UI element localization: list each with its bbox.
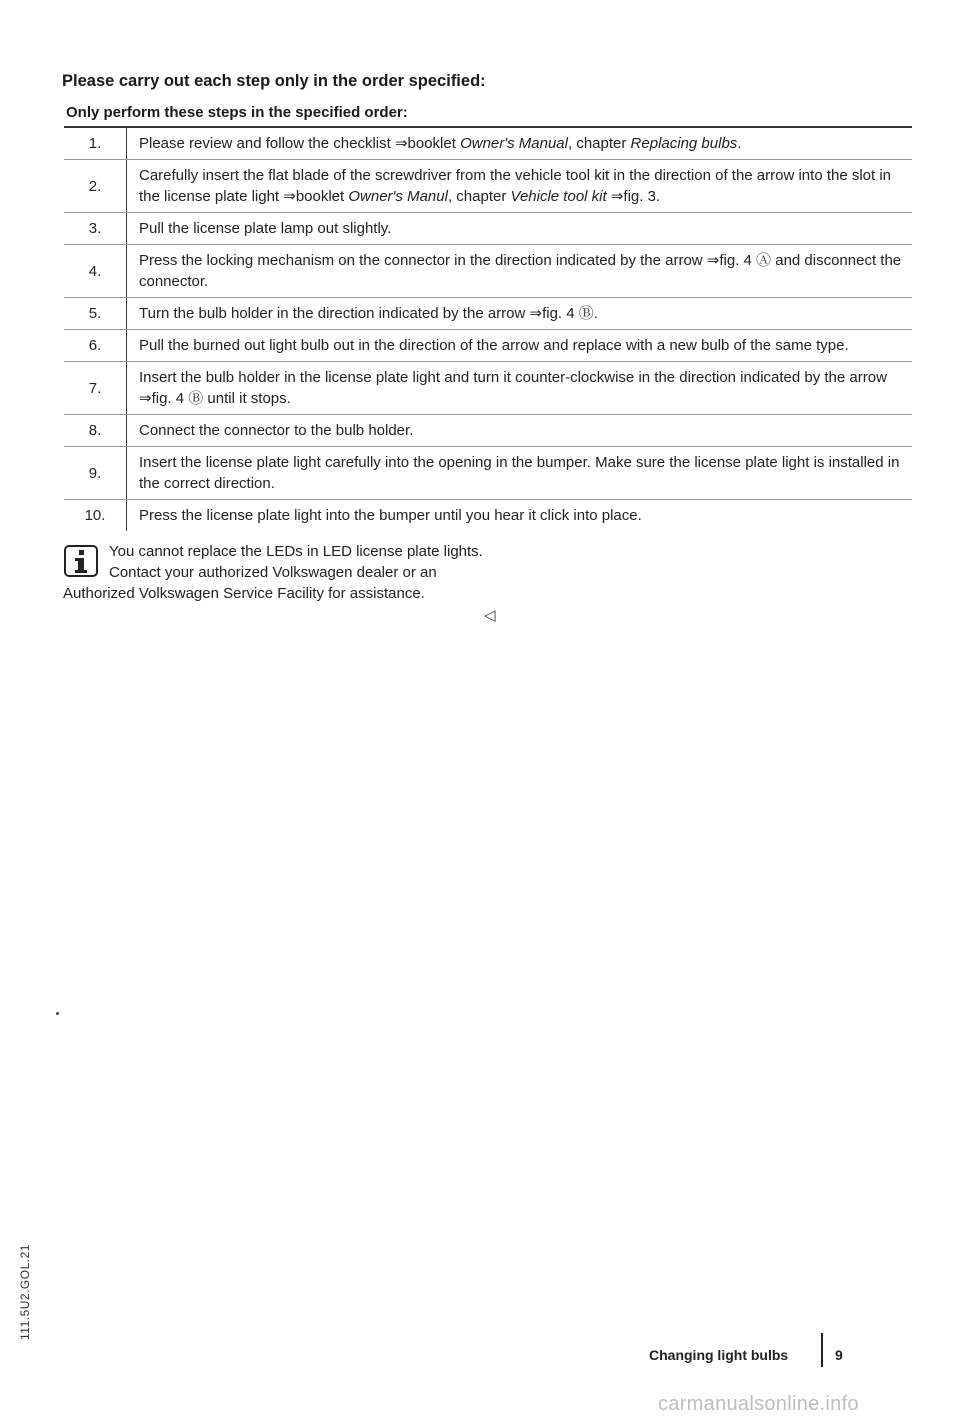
step-text-segment: . xyxy=(737,135,742,152)
step-text xyxy=(127,447,913,500)
step-text xyxy=(127,245,913,298)
step-text-segment: Please review and follow the checklist ⇒booklet xyxy=(139,135,461,152)
steps-table xyxy=(64,126,912,531)
watermark: carmanualsonline.info xyxy=(658,1393,859,1415)
step-text xyxy=(127,330,913,362)
step-text-reference: Replacing bulbs xyxy=(630,135,738,152)
info-icon xyxy=(63,543,99,579)
step-number: 8. xyxy=(64,415,127,447)
step-number: 7. xyxy=(64,362,127,415)
step-text xyxy=(127,298,913,330)
document-code: 111.5U2.GOL.21 xyxy=(18,1244,32,1340)
info-note xyxy=(63,541,483,604)
step-text xyxy=(127,415,913,447)
step-row xyxy=(64,298,912,330)
step-text-segment: Press the license plate light into the bumper until you hear it click into place. xyxy=(139,507,642,524)
page-heading: Please carry out each step only in the order specified: xyxy=(62,72,486,90)
step-row xyxy=(64,213,912,245)
step-row xyxy=(64,245,912,298)
step-number: 1. xyxy=(64,127,127,160)
step-text-reference: Owner's Manual xyxy=(460,135,568,152)
margin-dot xyxy=(56,1012,59,1015)
step-number: 2. xyxy=(64,160,127,213)
step-text-segment: ⇒fig. 3. xyxy=(606,188,661,205)
steps-heading: Only perform these steps in the specified order: xyxy=(66,104,408,121)
step-text xyxy=(127,213,913,245)
step-number: 5. xyxy=(64,298,127,330)
step-number: 4. xyxy=(64,245,127,298)
step-row xyxy=(64,127,912,160)
step-number: 10. xyxy=(84,507,106,524)
step-text-segment: Insert the license plate light carefully into the opening in the bumper. Make sure the license plate light is installed in the correct direction. xyxy=(139,454,900,492)
footer-divider xyxy=(821,1333,823,1367)
step-number: 3. xyxy=(64,213,127,245)
step-text xyxy=(127,362,913,415)
step-text-segment: Connect the connector to the bulb holder. xyxy=(139,422,414,439)
step-text-reference: Owner's Manul xyxy=(348,188,448,205)
step-text-segment: Pull the license plate lamp out slightly. xyxy=(139,220,392,237)
step-text-segment: Carefully insert the flat blade of the screwdriver from the vehicle tool kit in the direction of the arrow into the slot in the license plate light ⇒booklet xyxy=(139,167,892,205)
step-row xyxy=(64,160,912,213)
page-number: 9 xyxy=(835,1347,843,1363)
step-text xyxy=(127,160,913,213)
step-text-segment: Insert the bulb holder in the license plate light and turn it counter-clockwise in the direction indicated by the arrow ⇒fig. 4 Ⓑ until it stops. xyxy=(139,369,887,407)
step-text-segment: , chapter xyxy=(447,188,511,205)
step-row xyxy=(64,447,912,500)
step-text-segment: Press the locking mechanism on the connector in the direction indicated by the arrow ⇒fig. 4 Ⓐ and disconnect the connector. xyxy=(139,252,902,290)
footer-section-title: Changing light bulbs xyxy=(649,1347,789,1363)
step-row xyxy=(64,362,912,415)
step-text-segment: Pull the burned out light bulb out in the direction of the arrow and replace with a new bulb of the same type. xyxy=(139,337,849,354)
step-row xyxy=(64,415,912,447)
step-row xyxy=(64,500,912,532)
step-text xyxy=(127,127,913,160)
step-row xyxy=(64,330,912,362)
step-text-segment: , chapter xyxy=(568,135,631,152)
step-text xyxy=(127,500,913,532)
info-note-text: You cannot replace the LEDs in LED license plate lights. Contact your authorized Volkswagen dealer or an Authorized Volkswagen Service Facility for assistance. xyxy=(63,543,483,602)
step-number: 9. xyxy=(64,447,127,500)
step-number: 6. xyxy=(64,330,127,362)
step-text-segment: Turn the bulb holder in the direction indicated by the arrow ⇒fig. 4 Ⓑ. xyxy=(139,305,598,322)
step-text-reference: Vehicle tool kit xyxy=(510,188,607,205)
section-end-marker: ◁ xyxy=(484,607,496,624)
